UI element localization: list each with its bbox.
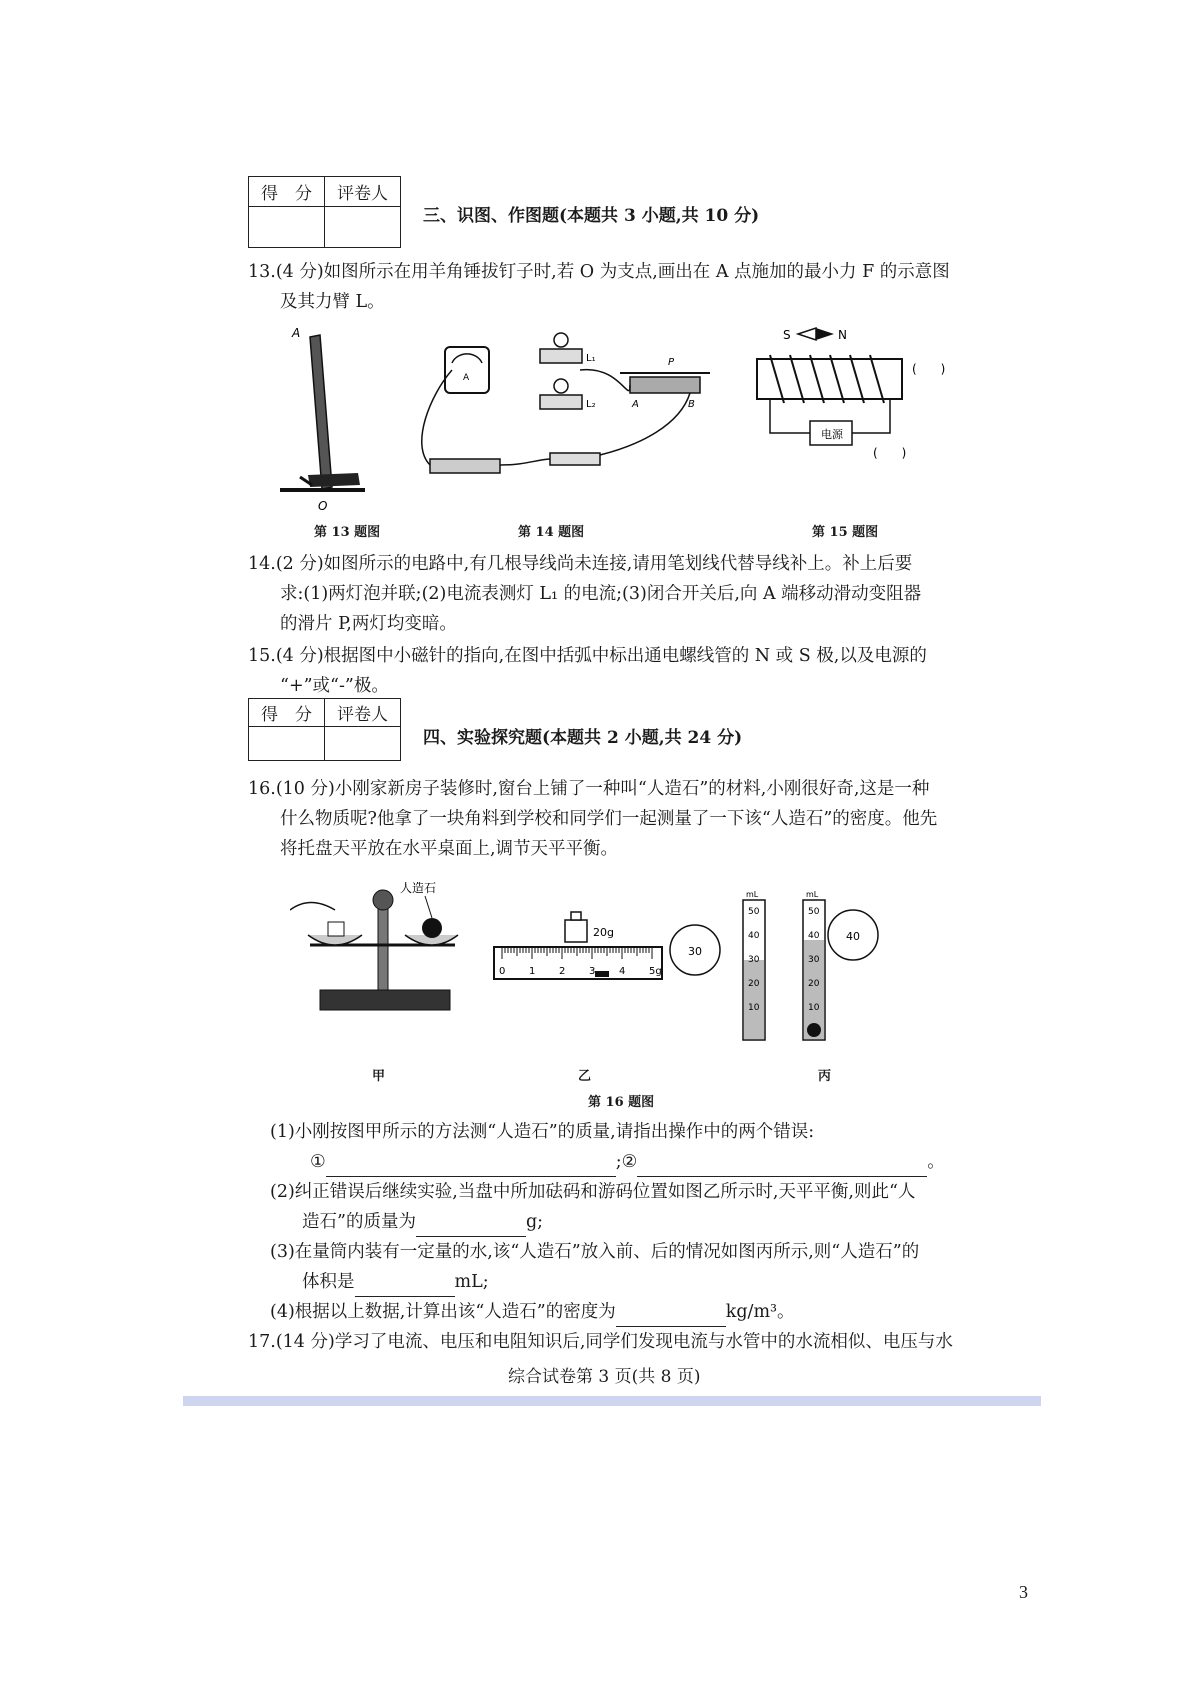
cylinder-tick-label: 40	[808, 931, 820, 941]
fig16-label-jia: 甲	[372, 1069, 386, 1084]
scale-tick-label: 2	[559, 966, 566, 977]
score-label: 得 分	[249, 699, 325, 727]
q16-line2: 什么物质呢?他拿了一块角料到学校和同学们一起测量了一下该“人造石”的密度。他先	[280, 809, 938, 829]
score-cell	[249, 207, 325, 248]
fig14-caption: 第 14 题图	[518, 525, 585, 540]
score-box-section3	[248, 176, 401, 248]
q16-sub1-sep: ;②	[615, 1152, 638, 1172]
answer-blank-1[interactable]	[326, 1156, 616, 1177]
q14-line3: 的滑片 P,两灯均变暗。	[280, 614, 457, 634]
q16-sub3-unit: mL;	[454, 1272, 489, 1292]
q15-line1: 15.(4 分)根据图中小磁针的指向,在图中括弧中标出通电螺线管的 N 或 S 极,以及电源的	[248, 646, 927, 666]
cylinder-tick-label: 10	[808, 1003, 820, 1013]
q17-line1: 17.(14 分)学习了电流、电压和电阻知识后,同学们发现电流与水管中的水流相似、电压与水	[248, 1332, 953, 1352]
fig15-bracket-bottom: ( )	[873, 446, 907, 460]
answer-blank-5[interactable]	[616, 1306, 726, 1327]
q16-sub1-answer	[310, 1147, 945, 1177]
scale-tick-label: 1	[529, 966, 536, 977]
zoom1-label: 30	[688, 945, 702, 958]
figures-row1	[280, 325, 980, 525]
fig13-label-a: A	[292, 326, 301, 340]
fig13-caption: 第 13 题图	[314, 525, 381, 540]
fig16-cylinders	[670, 890, 878, 1040]
fig13-hammer	[280, 326, 365, 513]
q14-line2: 求:(1)两灯泡并联;(2)电流表测灯 L₁ 的电流;(3)闭合开关后,向 A 端移动滑动变阻器	[280, 584, 922, 604]
q13-line2: 及其力臂 L。	[280, 292, 385, 312]
q16-sub2-line2	[302, 1207, 543, 1237]
answer-blank-2[interactable]	[637, 1156, 927, 1177]
q16-sub3-line1: (3)在量筒内装有一定量的水,该“人造石”放入前、后的情况如图丙所示,则“人造石”的	[270, 1242, 920, 1262]
fig15-label-s: S	[783, 328, 791, 342]
zoom2-label: 40	[846, 930, 860, 943]
fig16-label-bing: 丙	[818, 1069, 832, 1084]
cylinder-unit-label: mL	[746, 890, 759, 899]
section3-title: 三、识图、作图题(本题共 3 小题,共 10 分)	[423, 206, 760, 226]
page-number: 3	[1019, 1582, 1028, 1602]
scale-tick-label: 4	[619, 966, 626, 977]
fig15-bracket-top: ( )	[912, 362, 946, 376]
score-label: 得 分	[249, 177, 325, 207]
q16-line3: 将托盘天平放在水平桌面上,调节天平平衡。	[280, 839, 619, 859]
grader-cell	[325, 207, 401, 248]
fig15-caption: 第 15 题图	[812, 525, 879, 540]
answer-blank-4[interactable]	[355, 1276, 455, 1297]
q16-sub4-unit: kg/m³。	[725, 1302, 795, 1322]
cylinder-unit-label: mL	[806, 890, 819, 899]
fig14-circuit	[422, 333, 710, 473]
scale-tick-label: 5g	[649, 966, 662, 977]
q14-line1: 14.(2 分)如图所示的电路中,有几根导线尚未连接,请用笔划线代替导线补上。补上后要	[248, 554, 913, 574]
fig16-label-yi: 乙	[578, 1069, 592, 1084]
q16-sub1-circle1: ①	[310, 1152, 326, 1172]
section4-title: 四、实验探究题(本题共 2 小题,共 24 分)	[423, 728, 743, 748]
q16-sub3-pre: 体积是	[302, 1272, 355, 1292]
q15-line2: “+”或“-”极。	[280, 676, 389, 696]
cylinder-tick-label: 20	[748, 979, 760, 989]
divider-bar	[183, 1396, 1041, 1406]
fig14-label-l1: L₁	[586, 353, 596, 364]
footer-text: 综合试卷第 3 页(共 8 页)	[508, 1367, 701, 1387]
q13-line1: 13.(4 分)如图所示在用羊角锤拔钉子时,若 O 为支点,画出在 A 点施加的最小力 F 的示意图	[248, 262, 950, 282]
fig15-solenoid	[757, 328, 945, 460]
q16-sub4-pre: (4)根据以上数据,计算出该“人造石”的密度为	[270, 1302, 616, 1322]
cylinder-tick-label: 30	[748, 955, 760, 965]
grader-cell	[325, 727, 401, 761]
q16-sub2-unit: g;	[525, 1212, 544, 1232]
q16-sub2-line1: (2)纠正错误后继续实验,当盘中所加砝码和游码位置如图乙所示时,天平平衡,则此“人	[270, 1182, 916, 1202]
weight-label: 20g	[593, 926, 614, 939]
fig16-caption: 第 16 题图	[588, 1095, 655, 1110]
q16-sub2-pre: 造石”的质量为	[302, 1212, 416, 1232]
fig16-balance	[290, 880, 458, 1010]
q16-sub1-end: 。	[927, 1152, 945, 1172]
cylinder-tick-label: 20	[808, 979, 820, 989]
fig16-scale	[494, 912, 662, 979]
grader-label: 评卷人	[325, 699, 401, 727]
q16-line1: 16.(10 分)小刚家新房子装修时,窗台上铺了一种叫“人造石”的材料,小刚很好奇,这是一种	[248, 779, 930, 799]
cylinder-tick-label: 50	[808, 907, 820, 917]
q16-sub3-line2	[302, 1267, 489, 1297]
fig15-label-n: N	[838, 328, 847, 342]
scale-tick-label: 0	[499, 966, 506, 977]
cylinder-tick-label: 10	[748, 1003, 760, 1013]
fig14-label-p: P	[668, 357, 675, 368]
fig14-label-a: A	[632, 399, 639, 410]
fig15-power-label: 电源	[821, 428, 843, 441]
score-cell	[249, 727, 325, 761]
fig16	[290, 880, 970, 1060]
cylinder-tick-label: 50	[748, 907, 760, 917]
cylinder-tick-label: 30	[808, 955, 820, 965]
grader-label: 评卷人	[325, 177, 401, 207]
scale-tick-label: 3	[589, 966, 596, 977]
fig13-label-o: O	[318, 499, 328, 513]
svg-text:A: A	[463, 373, 470, 383]
score-box-section4	[248, 698, 401, 761]
q16-sub4	[270, 1297, 795, 1327]
cylinder-tick-label: 40	[748, 931, 760, 941]
answer-blank-3[interactable]	[416, 1216, 526, 1237]
stone-label: 人造石	[400, 881, 437, 895]
fig14-label-b: B	[688, 399, 695, 410]
q16-sub1-line1: (1)小刚按图甲所示的方法测“人造石”的质量,请指出操作中的两个错误:	[270, 1122, 815, 1142]
fig14-label-l2: L₂	[586, 399, 596, 410]
